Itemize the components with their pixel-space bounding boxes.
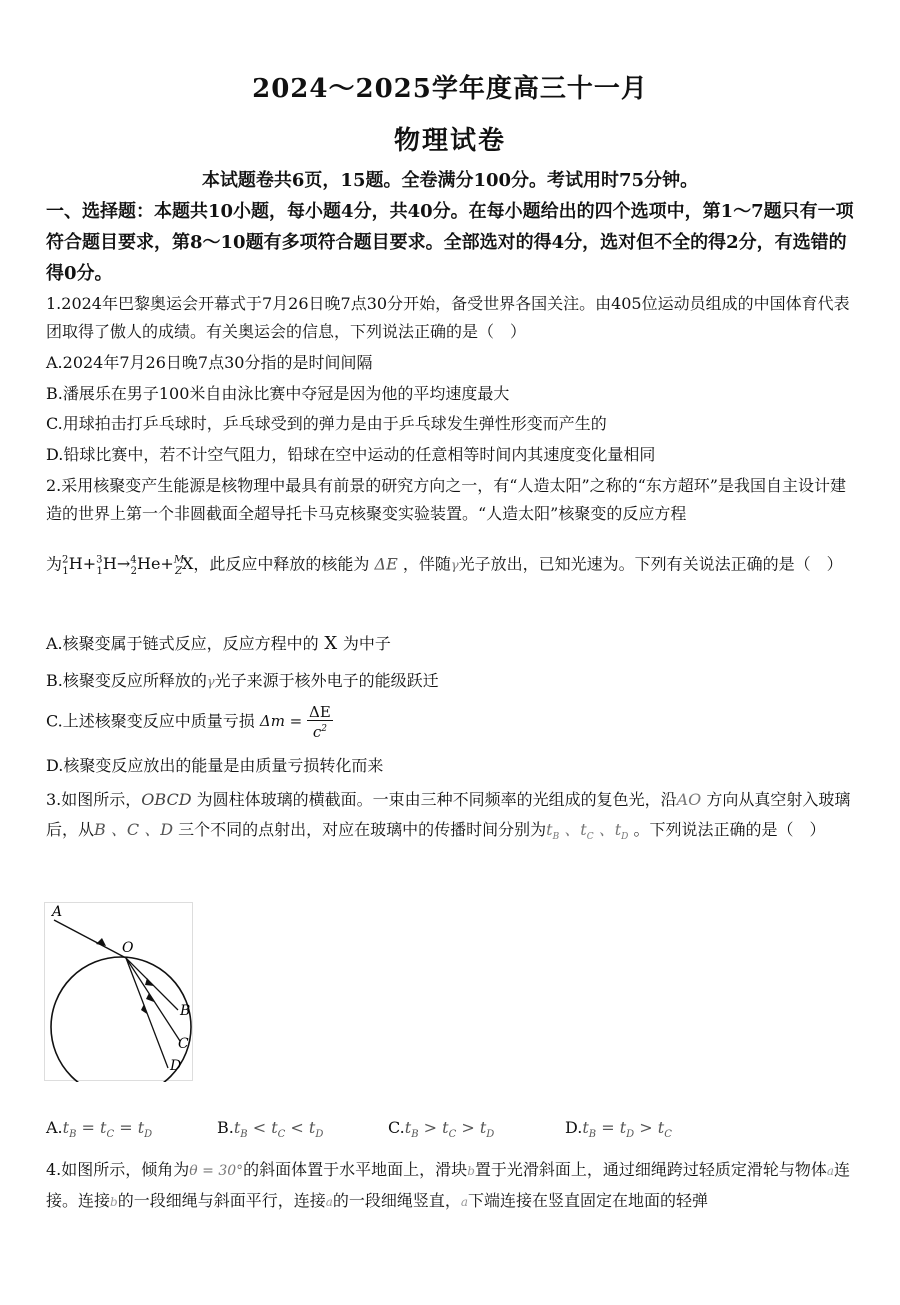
- q4-stem-p4: 置于光滑斜面上，通过细绳跨过轻质定滑轮与物体: [474, 1160, 827, 1179]
- q2-option-d: D.核聚变反应放出的能量是由质量亏损转化而来: [46, 756, 384, 775]
- q3-a-label: A.: [46, 1118, 63, 1137]
- bcd-symbols: B 、C 、D: [94, 820, 179, 839]
- delta-e-symbol: ΔE: [369, 554, 403, 574]
- q2-option-c: [46, 704, 858, 744]
- q3-option-c: [388, 1118, 494, 1140]
- b-symbol: b: [467, 1164, 475, 1178]
- a-symbol: a: [826, 1164, 835, 1178]
- q3-a-formula: $t_B = t_C = t_D$: [62, 1118, 153, 1141]
- q3-stem-p4: 三个不同的点射出，对应在玻璃中的传播时间分别为: [178, 820, 547, 839]
- q3-stem: [46, 785, 858, 852]
- q4-stem-p6: 的一段细绳与斜面平行，连接: [117, 1191, 326, 1210]
- label-c: C: [178, 1036, 189, 1052]
- q3-d-label: D.: [565, 1118, 583, 1137]
- q4-stem-p1: 4.如图所示，倾角为: [46, 1160, 190, 1179]
- q2-stem-middle3: 光子放出，已知光速为: [458, 554, 619, 574]
- q3-stem-p1: 3.如图所示，: [46, 790, 142, 809]
- q2-option-b: [46, 667, 858, 697]
- label-o: O: [122, 940, 134, 956]
- incident-ray: [54, 920, 126, 958]
- q2-b-prefix: B.核聚变反应所释放的: [46, 671, 207, 690]
- gamma-symbol-b: γ: [206, 675, 215, 690]
- q4-stem-p5: 连接。连接: [46, 1160, 851, 1210]
- q1-stem: 1.2024年巴黎奥运会开幕式于7月26日晚7点30分开始，备受世界各国关注。由405位运动员组成的中国体育代表团取得了傲人的成绩。有关奥运会的信息，下列说法正确的是（ ）: [46, 294, 850, 341]
- q3-stem-p5: 。下列说法正确的是（ ）: [633, 820, 826, 839]
- incident-arrow: [96, 938, 106, 946]
- label-d: D: [170, 1058, 182, 1074]
- ao-symbol: AO: [676, 790, 707, 809]
- q2-a-prefix: A.核聚变属于链式反应，反应方程中的: [46, 634, 319, 653]
- q4-stem-p2: 的斜面体: [243, 1160, 308, 1179]
- q2-stem-middle: ，此反应中释放的核能为: [193, 554, 370, 574]
- q4-stem-p7: 的一段细绳竖直，: [332, 1191, 461, 1210]
- exam-title: 2024～2025学年度高三十一月: [252, 74, 648, 104]
- q1-option-a: A.2024年7月26日晚7点30分指的是时间间隔: [46, 353, 373, 372]
- b-symbol-2: b: [110, 1195, 118, 1209]
- section-heading: 一、选择题：本题共10小题，每小题4分，共40分。在每小题给出的四个选项中，第1～7题只有一项符合题目要求，第8～10题有多项符合题目要求。全部选对的得4分，选对但不全的得2分，有选错的得0分。: [46, 201, 854, 284]
- exam-subject: 物理试卷: [393, 126, 506, 156]
- figure-frame: [45, 903, 193, 1081]
- q2-option-a: [46, 630, 858, 658]
- mass-defect-formula: Δm = $\frac{\Delta E}{c^2}$: [259, 703, 331, 741]
- a-symbol-3: a: [460, 1195, 469, 1209]
- q2-c-prefix: C.上述核聚变反应中质量亏损: [46, 711, 255, 731]
- reaction-equation: $^2_1$H+$^3_1$H→$^4_2$He+$^M_Z$X: [62, 554, 194, 577]
- q2-stem: 2.采用核聚变产生能源是核物理中最具有前景的研究方向之一，有“人造太阳”之称的“东方超环”是我国自主设计建造的世界上第一个非圆截面全超导托卡马克核聚变实验装置。“人造太阳”核聚变的反应方程: [46, 476, 846, 523]
- q3-b-formula: $t_B < t_C < t_D$: [233, 1118, 324, 1141]
- q3-option-a: [46, 1118, 152, 1140]
- q1-option-d: D.铅球比赛中，若不计空气阻力，铅球在空中运动的任意相等时间内其速度变化量相同: [46, 445, 656, 464]
- q2-stem-suffix: 。下列有关说法正确的是（ ）: [618, 554, 843, 574]
- q1-option-c: C.用球拍击打乒乓球时，乒乓球受到的弹力是由于乒乓球发生弹性形变而产生的: [46, 414, 607, 433]
- q3-c-formula: $t_B > t_C > t_D$: [404, 1118, 495, 1141]
- q3-stem-p2: 为圆柱体玻璃的横截面。一束由三种不同频率的光组成的复色光，沿: [196, 790, 677, 809]
- gamma-symbol: γ: [450, 558, 459, 574]
- q3-option-d: [565, 1118, 672, 1140]
- q3-b-label: B.: [217, 1118, 234, 1137]
- a-symbol-2: a: [325, 1195, 333, 1209]
- q2-a-suffix: 为中子: [342, 634, 391, 653]
- time-symbols: $t_B$ 、$t_C$ 、$t_D$: [546, 820, 629, 843]
- q4-stem-p3: 置于水平地面上，滑块: [307, 1160, 468, 1179]
- q2-stem-middle2: ，伴随: [402, 554, 451, 574]
- q4-stem: [46, 1155, 858, 1217]
- theta-symbol: θ = 30°: [189, 1163, 244, 1179]
- q3-c-label: C.: [388, 1118, 405, 1137]
- q3-d-formula: $t_B = t_D > t_C$: [582, 1118, 672, 1141]
- q4-stem-p8: 下端连接在竖直固定在地面的轻弹: [468, 1191, 709, 1210]
- q2-b-suffix: 光子来源于核外电子的能级跃迁: [214, 671, 439, 690]
- exam-info: 本试题卷共6页，15题。全卷满分100分。考试用时75分钟。: [201, 170, 699, 191]
- q1-option-b: B.潘展乐在男子100米自由泳比赛中夺冠是因为他的平均速度最大: [46, 384, 510, 403]
- label-b: B: [180, 1003, 191, 1019]
- label-a: A: [52, 904, 63, 920]
- q3-stem-p3: 方向从真空射入玻璃后，从: [46, 790, 851, 839]
- x-symbol: X: [318, 633, 343, 654]
- q3-figure: [44, 902, 194, 1082]
- q3-option-b: [217, 1118, 323, 1140]
- q2-stem-prefix: 为: [46, 554, 63, 574]
- q2-stem-equation-line: [46, 544, 858, 589]
- obcd-symbol: OBCD: [141, 790, 197, 809]
